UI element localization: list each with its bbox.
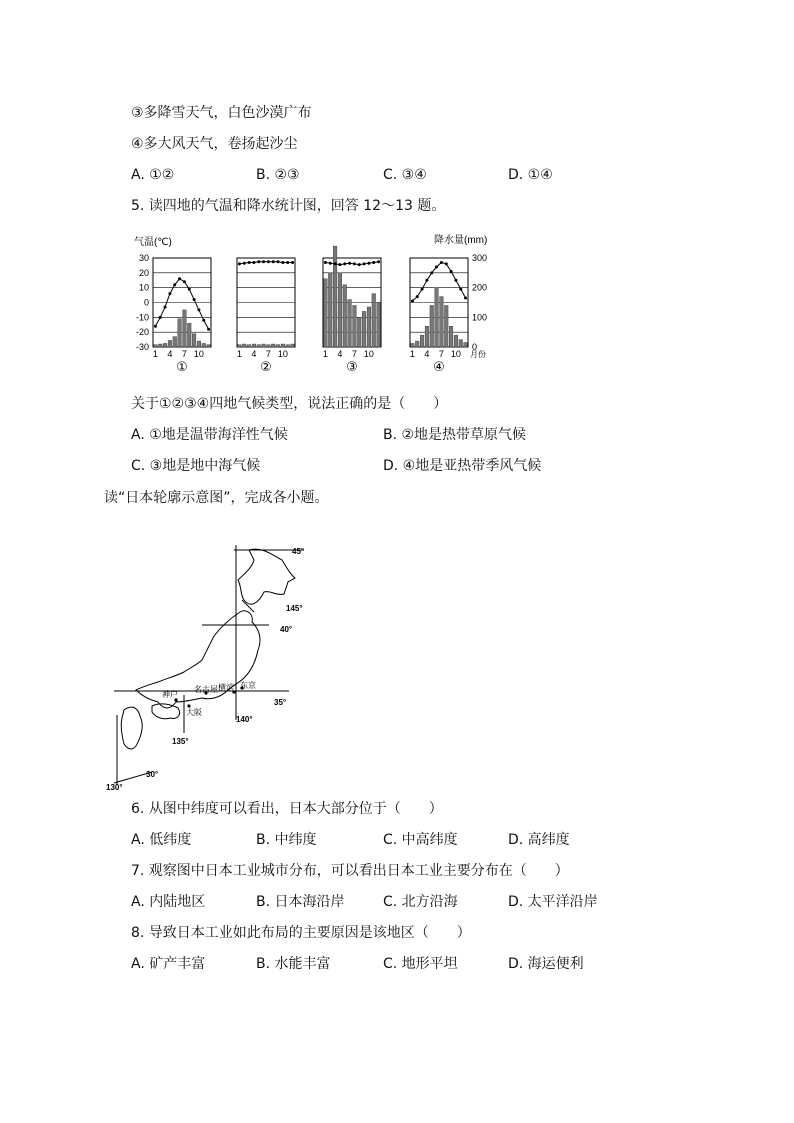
temp-tick-label: -20 [135, 327, 149, 338]
city-tokyo: 东京 [240, 681, 256, 690]
precip-bar [281, 344, 285, 347]
temp-point [353, 262, 356, 265]
q5-question: 关于①②③④四地气候类型，说法正确的是（ ） [131, 396, 448, 412]
temp-point [421, 288, 424, 291]
precip-bar [262, 344, 266, 347]
panel-label: ② [260, 359, 272, 374]
precip-bar [357, 317, 361, 347]
month-tick-label: 1 [236, 349, 242, 359]
precip-tick-label: 200 [472, 282, 488, 293]
temp-tick-label: -10 [135, 312, 149, 323]
lon-label-130: 130° [106, 783, 123, 792]
precip-bar [372, 294, 376, 347]
temp-point [193, 298, 196, 301]
temp-point [277, 260, 280, 263]
temp-point [262, 260, 265, 263]
precip-bar [252, 344, 256, 347]
lon-label-140: 140° [236, 715, 253, 724]
temp-point [377, 260, 380, 263]
q5-stem: 5. 读四地的气温和降水统计图，回答 12～13 题。 [131, 198, 446, 214]
precip-bar [362, 311, 366, 347]
q8-option-b: B. 水能丰富 [256, 956, 331, 972]
temp-point [334, 262, 337, 265]
month-tick-label: 1 [152, 349, 158, 359]
temp-point [178, 277, 181, 280]
lat-label-35: 35° [274, 698, 287, 707]
panel-label: ① [176, 359, 188, 374]
precip-bar [271, 344, 275, 347]
q4-option-b: B. ②③ [256, 167, 300, 183]
precip-tick-label: 0 [472, 342, 478, 352]
temp-point [202, 319, 205, 322]
temp-point [291, 261, 294, 264]
month-tick-label: 10 [450, 349, 461, 359]
q6-option-a: A. 低纬度 [131, 832, 192, 848]
precip-bar [449, 326, 453, 347]
precip-bar [348, 300, 352, 347]
temp-tick-label: 0 [143, 297, 149, 308]
precip-bar [154, 345, 158, 347]
temp-point [168, 292, 171, 295]
temp-point [348, 262, 351, 265]
precip-bar [343, 285, 347, 347]
temp-point [154, 325, 157, 328]
precip-bar [238, 345, 242, 347]
temp-point [197, 308, 200, 311]
left-axis-label: 气温(℃) [134, 237, 172, 248]
temp-point [281, 261, 284, 264]
precip-bar [276, 345, 280, 347]
city-osaka: 大阪 [186, 708, 202, 717]
precip-bar [377, 303, 381, 348]
month-tick-label: 7 [438, 349, 444, 359]
city-nagoya: 名古屋 [194, 685, 218, 694]
temp-point [238, 262, 241, 265]
q8-option-c: C. 地形平坦 [383, 956, 458, 972]
precip-bar [207, 345, 211, 347]
q8-option-d: D. 海运便利 [508, 956, 584, 972]
temp-point [464, 297, 467, 300]
precip-tick-label: 100 [472, 312, 488, 323]
climate-charts [128, 228, 498, 378]
temp-point [173, 283, 176, 286]
month-tick-label: 7 [351, 349, 357, 359]
precip-bar [435, 288, 439, 347]
lon-label-145: 145° [286, 604, 303, 613]
temp-tick-label: 20 [138, 267, 149, 278]
precip-bar [440, 297, 444, 347]
q7-option-d: D. 太平洋沿岸 [508, 894, 598, 910]
month-tick-label: 4 [424, 349, 430, 359]
precip-bar [420, 335, 424, 347]
temp-point [440, 261, 443, 264]
q6-option-b: B. 中纬度 [256, 832, 317, 848]
temp-point [164, 305, 167, 308]
q7-option-c: C. 北方沿海 [383, 894, 458, 910]
month-tick-label: 10 [363, 349, 374, 359]
month-tick-label: 7 [181, 349, 187, 359]
temp-point [188, 288, 191, 291]
temp-tick-label: 30 [138, 253, 149, 263]
temp-point [207, 328, 210, 331]
temp-point [435, 265, 438, 268]
temp-point [450, 270, 453, 273]
city-kobe: 神户 [162, 690, 178, 699]
right-axis-label: 降水量(mm) [434, 235, 488, 246]
japan-outline-map [94, 540, 324, 795]
month-tick-label: 4 [167, 349, 173, 359]
month-tick-label: 10 [277, 349, 288, 359]
precip-bar [333, 246, 337, 347]
precip-bar [430, 305, 434, 347]
month-tick-label: 10 [193, 349, 204, 359]
temp-point [363, 262, 366, 265]
precip-bar [464, 343, 468, 347]
panel-label: ③ [346, 359, 358, 374]
precip-bar [415, 341, 419, 347]
precip-tick-label: 300 [472, 253, 488, 263]
month-tick-label: 4 [251, 349, 257, 359]
temp-tick-label: -30 [135, 342, 149, 352]
precip-bar [192, 334, 196, 347]
temp-point [329, 262, 332, 265]
q4-item-4: ④多大风天气，卷扬起沙尘 [131, 136, 298, 152]
precip-bar [411, 343, 415, 347]
lat-label-45: 45° [292, 547, 305, 556]
q7-option-b: B. 日本海沿岸 [256, 894, 345, 910]
precip-bar [197, 341, 201, 347]
panel-label: ④ [433, 359, 445, 374]
temp-point [338, 263, 341, 266]
precip-bar [425, 326, 429, 347]
q5-option-b: B. ②地是热带草原气候 [383, 427, 527, 443]
precip-bar [324, 279, 328, 347]
precip-bar [178, 319, 182, 347]
precip-bar [444, 305, 448, 347]
q8-option-a: A. 矿产丰富 [131, 956, 206, 972]
q7-stem: 7. 观察图中日本工业城市分布，可以看出日本工业主要分布在（ ） [131, 863, 569, 879]
temp-line [412, 262, 465, 301]
q4-option-d: D. ①④ [508, 167, 553, 183]
temp-point [243, 262, 246, 265]
q6-option-c: C. 中高纬度 [383, 832, 458, 848]
temp-point [454, 279, 457, 282]
precip-bar [242, 344, 246, 347]
temp-point [286, 261, 289, 264]
temp-point [425, 279, 428, 282]
month-tick-label: 1 [409, 349, 415, 359]
precip-bar [286, 345, 290, 347]
precip-bar [247, 345, 251, 347]
temp-point [459, 288, 462, 291]
q4-item-3: ③多降雪天气，白色沙漠广布 [131, 105, 312, 121]
precip-bar [158, 344, 162, 347]
city-yokohama: 横滨 [218, 683, 234, 692]
temp-point [367, 262, 370, 265]
precip-bar [163, 343, 167, 347]
temp-point [267, 260, 270, 263]
temp-point [183, 280, 186, 283]
precip-bar [454, 335, 458, 347]
precip-bar [267, 345, 271, 347]
q7-option-a: A. 内陆地区 [131, 894, 206, 910]
temp-point [272, 260, 275, 263]
precip-bar [338, 273, 342, 347]
temp-point [416, 295, 419, 298]
q5-option-a: A. ①地是温带海洋性气候 [131, 427, 288, 443]
temp-point [324, 261, 327, 264]
temp-point [358, 263, 361, 266]
precip-bar [202, 343, 206, 347]
temp-point [343, 262, 346, 265]
q6-stem: 6. 从图中纬度可以看出，日本大部分位于（ ） [131, 801, 443, 817]
q4-option-c: C. ③④ [383, 167, 427, 183]
temp-point [430, 271, 433, 274]
temp-point [372, 261, 375, 264]
temp-point [411, 300, 414, 303]
month-tick-label: 4 [337, 349, 343, 359]
lon-label-135: 135° [172, 737, 189, 746]
precip-bar [353, 305, 357, 347]
precip-bar [367, 307, 371, 347]
precip-bar [173, 337, 177, 347]
temp-line [239, 262, 292, 264]
precip-bar [183, 310, 187, 347]
temp-point [159, 316, 162, 319]
precip-bar [459, 340, 463, 347]
precip-bar [187, 323, 191, 347]
temp-point [252, 261, 255, 264]
q8-stem: 8. 导致日本工业如此布局的主要原因是该地区（ ） [131, 925, 471, 941]
lat-label-40: 40° [280, 625, 293, 634]
month-tick-label: 7 [265, 349, 271, 359]
map-intro: 读“日本轮廓示意图”，完成各小题。 [104, 490, 329, 506]
precip-bar [257, 345, 261, 347]
temp-point [445, 262, 448, 265]
precip-bar [168, 340, 172, 347]
temp-point [257, 260, 260, 263]
precip-bar [291, 344, 295, 347]
q5-option-c: C. ③地是地中海气候 [131, 458, 261, 474]
lat-label-30: 30° [146, 770, 159, 779]
month-unit-label: 月份 [470, 350, 486, 359]
q6-option-d: D. 高纬度 [508, 832, 570, 848]
temp-point [248, 261, 251, 264]
month-tick-label: 1 [322, 349, 328, 359]
q5-option-d: D. ④地是亚热带季风气候 [383, 458, 542, 474]
temp-line [155, 279, 208, 329]
q4-option-a: A. ①② [131, 167, 175, 183]
precip-bar [328, 273, 332, 347]
temp-tick-label: 10 [138, 282, 149, 293]
